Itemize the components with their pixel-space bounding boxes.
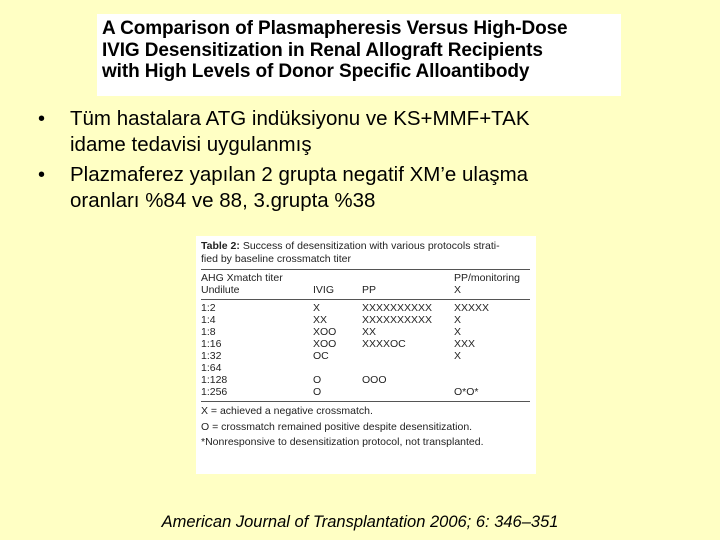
- table-cell: 1:16: [201, 338, 222, 350]
- table-cell: OC: [313, 350, 329, 362]
- table-caption-line2: fied by baseline crossmatch titer: [201, 253, 351, 265]
- table-divider: [201, 269, 530, 270]
- results-table: [196, 236, 536, 474]
- title-image-box: [97, 14, 621, 96]
- table-footnote: O = crossmatch remained positive despite desensitization.: [201, 420, 473, 433]
- bullet-text-line: Plazmaferez yapılan 2 grupta negatif XM’e ulaşma: [70, 163, 529, 186]
- table-row: [201, 362, 530, 374]
- table-header-row: [201, 284, 530, 296]
- table-caption-text: Success of desensitization with various protocols strati-: [242, 240, 500, 252]
- table-row: [201, 350, 530, 362]
- table-cell: PP: [362, 284, 377, 296]
- bullet-dot-icon: •: [38, 108, 46, 130]
- table-caption: [201, 240, 530, 253]
- table-cell: XOO: [313, 326, 337, 338]
- bullet-item: [38, 106, 678, 158]
- table-cell: 1:128: [201, 374, 228, 386]
- citation: American Journal of Transplantation 2006; 6: 346–351: [161, 513, 559, 531]
- table-cell: X: [454, 284, 462, 296]
- table-cell: X: [454, 326, 462, 338]
- table-cell: IVIG: [313, 284, 335, 296]
- table-cell: 1:256: [201, 386, 228, 398]
- bullet-text-line: Tüm hastalara ATG indüksiyonu ve KS+MMF+TAK: [70, 107, 530, 130]
- table-cell: X: [454, 314, 462, 326]
- table-cell: 1:2: [201, 302, 216, 314]
- table-cell: PP/monitoring: [454, 272, 520, 284]
- table-row: [201, 374, 530, 386]
- table-cell: 1:8: [201, 326, 216, 338]
- table-cell: XXX: [454, 338, 476, 350]
- table-label: Table 2:: [201, 240, 240, 252]
- table-header-row: [201, 272, 530, 284]
- table-cell: X: [313, 302, 321, 314]
- table-cell: 1:32: [201, 350, 222, 362]
- bullet-text-line: idame tedavisi uygulanmış: [70, 133, 312, 156]
- table-cell: OOO: [362, 374, 387, 386]
- table-cell: X: [454, 350, 462, 362]
- title-line: with High Levels of Donor Specific Alloantibody: [102, 61, 530, 82]
- title-line: A Comparison of Plasmapheresis Versus High-Dose: [102, 18, 568, 39]
- table-cell: 1:4: [201, 314, 216, 326]
- table-footnote: X = achieved a negative crossmatch.: [201, 405, 373, 417]
- bullet-item: [38, 162, 678, 214]
- table-cell: XX: [362, 326, 377, 338]
- table-body: [201, 302, 530, 398]
- table-cell: 1:64: [201, 362, 222, 374]
- bullet-list: [38, 106, 678, 218]
- table-cell: Undilute: [201, 284, 240, 296]
- bullet-text-line: oranları %84 ve 88, 3.grupta %38: [70, 189, 376, 212]
- title-line: IVIG Desensitization in Renal Allograft Recipients: [102, 39, 543, 61]
- table-row: [201, 386, 530, 398]
- table-row: [201, 326, 530, 338]
- table-header: [201, 272, 530, 296]
- bullet-dot-icon: •: [38, 164, 46, 186]
- table-footnote: *Nonresponsive to desensitization protocol, not transplanted.: [201, 436, 484, 448]
- table-cell: O: [313, 386, 322, 398]
- table-row: [201, 302, 530, 314]
- table-cell: XOO: [313, 338, 337, 350]
- table-divider: [201, 299, 530, 300]
- table-cell: XXXXXXXXXX: [362, 302, 433, 314]
- table-divider: [201, 401, 530, 402]
- table-cell: O*O*: [454, 386, 479, 398]
- table-cell: XXXXXXXXXX: [362, 314, 433, 326]
- table-row: [201, 314, 530, 326]
- table-cell: O: [313, 374, 322, 386]
- table-cell: XXXXOC: [362, 338, 406, 350]
- table-row: [201, 338, 530, 350]
- table-cell: XXXXX: [454, 302, 490, 314]
- table-cell: AHG Xmatch titer: [201, 272, 283, 284]
- table-cell: XX: [313, 314, 328, 326]
